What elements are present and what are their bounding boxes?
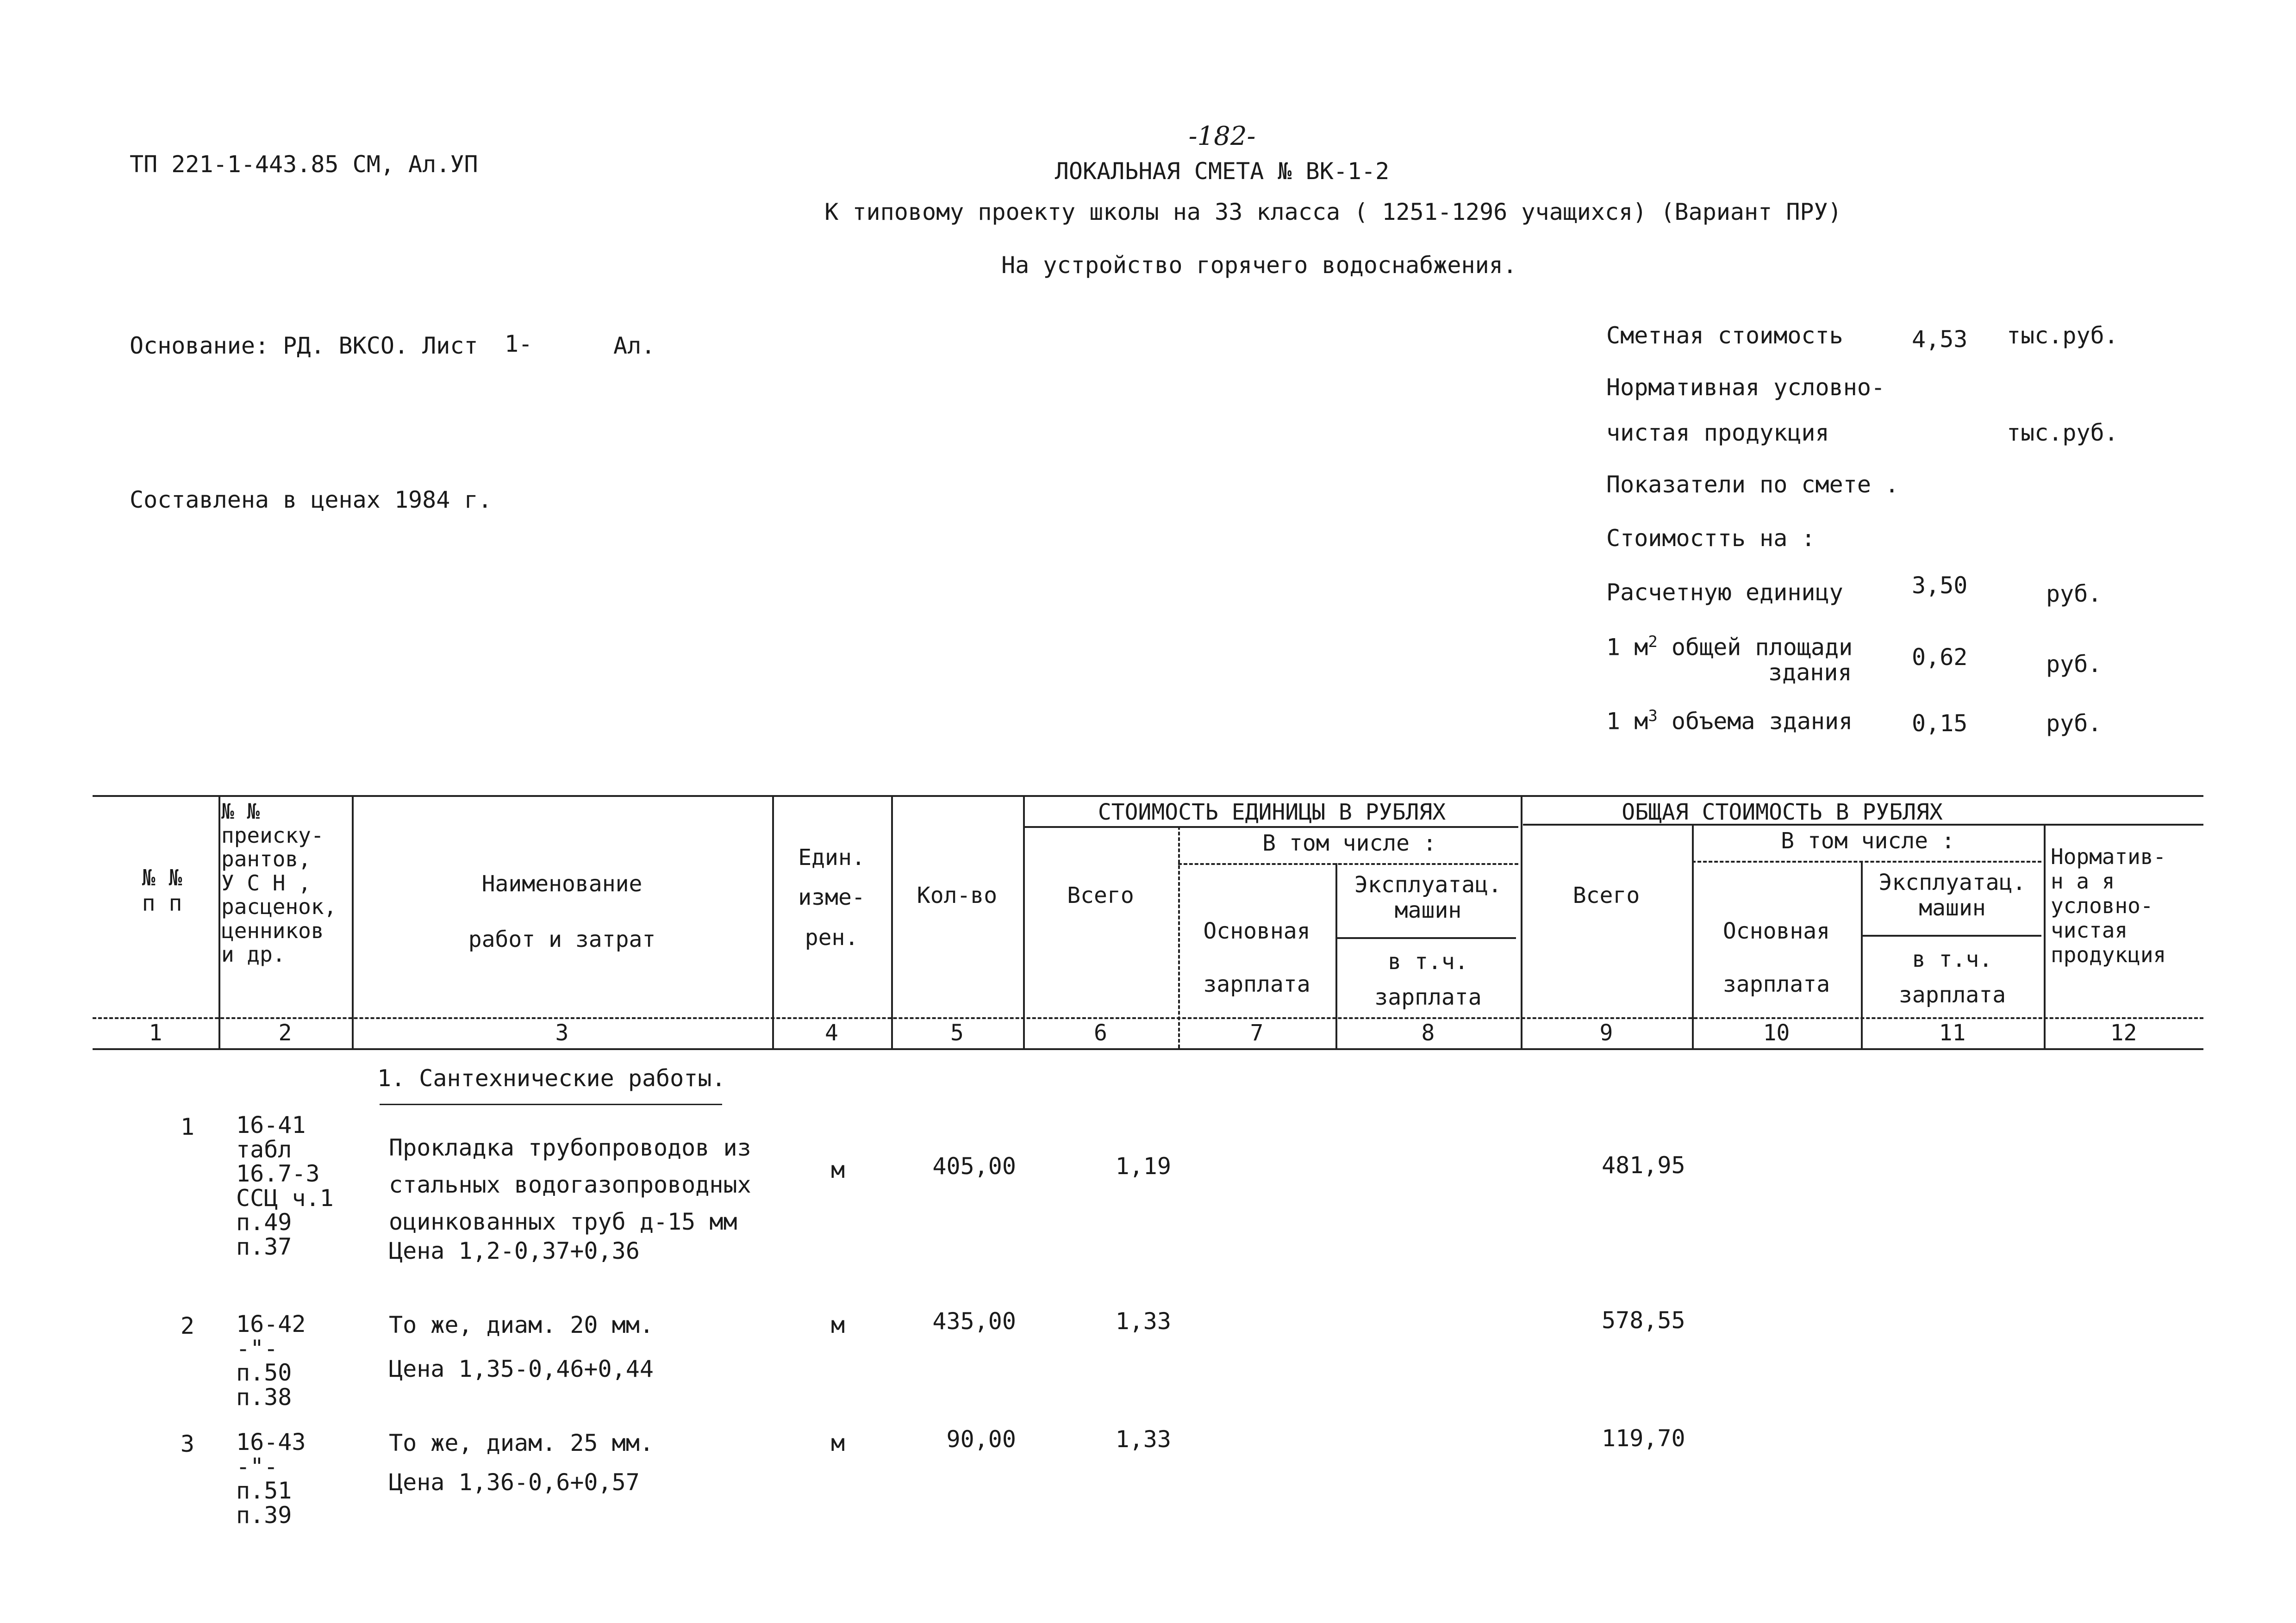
per-m2-unit: руб. [2046,651,2102,678]
column-number: 4 [825,1020,838,1046]
row-unit: м [831,1312,845,1338]
row-total: 119,70 [1602,1425,1685,1452]
row-number: 2 [180,1312,194,1339]
header-normative-product: Норматив- н а я условно- чистая продукция [2051,844,2166,967]
indicators-label: Показатели по смете . [1606,471,1899,498]
document-subtitle: К типовому проекту школы на 33 класса ( 1251-1296 учащихся) (Вариант ПРУ) [824,199,1842,225]
document-code: ТП 221-1-443.85 СМ, Ал.УП [130,151,478,178]
column-number: 10 [1763,1020,1790,1046]
normative-label-2: чистая продукция [1606,419,1829,446]
header-pricelist: № № преиску- рантов, У С Н , расценок, ценников и др. [221,799,337,967]
row-reference: 16-43 -"- п.51 п.39 [236,1429,306,1529]
row-quantity: 435,00 [932,1308,1016,1335]
header-total-machines: Эксплуатац. машин [1878,870,2026,921]
normative-label-1: Нормативная условно- [1606,374,1885,401]
per-unit-value: 3,50 [1912,572,1968,599]
row-price: Цена 1,2-0,37+0,36 [389,1237,640,1264]
row-quantity: 90,00 [946,1426,1016,1453]
header-work-name: Наименование работ и затрат [468,871,656,952]
column-number: 1 [149,1020,162,1046]
row-unit: м [831,1157,845,1183]
header-unit-total: Всего [1067,883,1134,908]
row-total: 578,55 [1602,1307,1685,1334]
header-total: Всего [1572,883,1640,908]
header-total-salary: Основная зарплата [1722,918,1830,998]
column-number: 8 [1421,1020,1435,1046]
header-quantity: Кол-во [917,883,998,908]
normative-unit: тыс.руб. [2007,419,2118,446]
row-work-name: То же, диам. 20 мм. [389,1312,654,1338]
row-quantity: 405,00 [932,1153,1016,1180]
column-number: 11 [1939,1020,1966,1046]
basis-sheet: 1- [505,330,533,357]
per-unit-unit: руб. [2046,580,2102,607]
prices-note: Составлена в ценах 1984 г. [130,486,492,513]
row-unit-total: 1,33 [1115,1308,1171,1335]
header-unit-machines: Эксплуатац. машин [1354,872,1502,924]
basis-label: Основание: РД. ВКСО. Лист [130,332,478,359]
per-m2-value: 0,62 [1912,644,1968,671]
header-unit-cost-incl: В том числе : [1262,830,1436,856]
section-title: 1. Сантехнические работы. [377,1065,726,1092]
column-number: 7 [1250,1020,1264,1046]
column-number: 6 [1094,1020,1107,1046]
column-number: 9 [1599,1020,1613,1046]
row-unit: м [831,1430,845,1456]
column-number: 2 [278,1020,292,1046]
per-m2-label-2: здания [1768,659,1852,686]
header-unit-salary: Основная зарплата [1203,918,1310,998]
section-title-underline [380,1104,722,1105]
row-total: 481,95 [1602,1152,1685,1179]
column-number: 12 [2110,1020,2137,1046]
per-m3-label: 1 $м^3$ объема здания [1606,707,1853,735]
row-unit-total: 1,33 [1115,1426,1171,1453]
row-price: Цена 1,36-0,6+0,57 [389,1469,640,1496]
estimated-cost-value: 4,53 [1912,326,1968,353]
per-m3-value: 0,15 [1912,710,1968,737]
header-unit-machines-salary: в т.ч. зарплата [1374,949,1482,1010]
cost-on-label: Стоимостть на : [1606,525,1816,552]
row-reference: 16-41 табл 16.7-3 ССЦ ч.1 п.49 п.37 [236,1112,334,1260]
row-work-name: Прокладка трубопроводов из стальных водогазопроводных оцинкованных труб д-15 мм [389,1134,751,1235]
header-total-machines-salary: в т.ч. зарплата [1898,946,2006,1008]
row-number: 3 [180,1430,194,1457]
per-m3-unit: руб. [2046,710,2102,737]
header-unit-cost-group: СТОИМОСТЬ ЕДИНИЦЫ В РУБЛЯХ [1098,799,1446,825]
page-number: -182- [1188,121,1256,151]
basis-suffix: Ал. [613,332,655,359]
document-purpose: На устройство горячего водоснабжения. [1001,252,1517,279]
per-m2-label: 1 $м^2$ общей площади [1606,633,1853,661]
row-reference: 16-42 -"- п.50 п.38 [236,1311,306,1411]
header-total-cost-incl: В том числе : [1781,828,1955,854]
row-work-name: То же, диам. 25 мм. [389,1430,654,1456]
row-unit-total: 1,19 [1115,1153,1171,1180]
per-unit-label: Расчетную единицу [1606,579,1843,606]
header-row-number: № № п п [142,865,182,917]
header-total-cost-group: ОБЩАЯ СТОИМОСТЬ В РУБЛЯХ [1622,799,1943,825]
row-price: Цена 1,35-0,46+0,44 [389,1356,654,1382]
estimated-cost-label: Сметная стоимость [1606,322,1843,349]
row-number: 1 [180,1113,194,1140]
header-unit: Един. изме- рен. [798,845,865,951]
estimated-cost-unit: тыс.руб. [2007,322,2118,349]
column-number: 5 [950,1020,964,1046]
document-title: ЛОКАЛЬНАЯ СМЕТА № ВК-1-2 [1054,158,1390,185]
column-number: 3 [555,1020,569,1046]
